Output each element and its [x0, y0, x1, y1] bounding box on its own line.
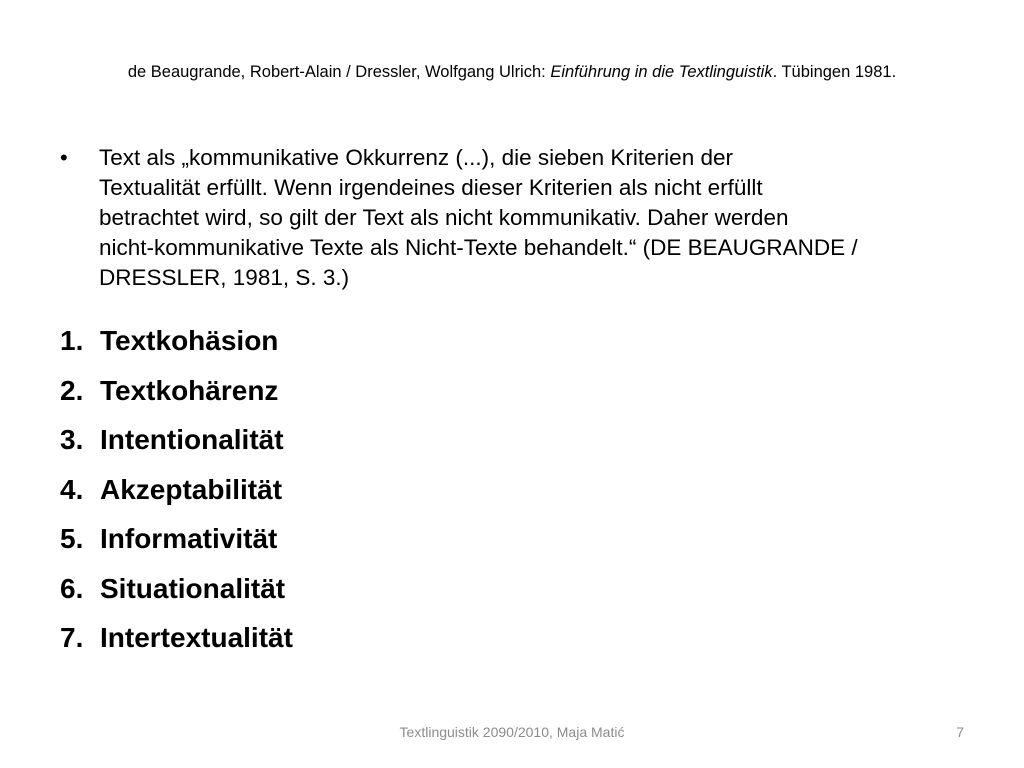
- quote-text: [99, 143, 979, 293]
- criteria-list: [60, 318, 760, 665]
- criteria-item-intertextualitaet: [60, 615, 760, 665]
- criteria-item-situationalitaet: [60, 566, 760, 616]
- criteria-label: Textkohärenz: [100, 374, 279, 406]
- criteria-label: Situationalität: [100, 572, 286, 604]
- title-authors: de Beaugrande, Robert-Alain / Dressler, Wolfgang Ulrich:: [127, 63, 551, 81]
- page-number: 7: [956, 724, 964, 740]
- criteria-number: 1.: [60, 325, 84, 356]
- criteria-item-kohaerenz: [60, 368, 760, 418]
- title-place-year: . Tübingen 1981.: [772, 63, 897, 81]
- criteria-number: 4.: [60, 473, 84, 505]
- quote-line: Text als „kommunikative Okkurrenz (...), die sieben Kriterien der: [99, 145, 733, 170]
- criteria-label: Akzeptabilität: [100, 473, 283, 505]
- quote-line: Textualität erfüllt. Wenn irgendeines dieser Kriterien als nicht erfüllt: [99, 175, 763, 200]
- quote-line: nicht-kommunikative Texte als Nicht-Texte behandelt.“ (DE BEAUGRANDE /: [99, 235, 858, 260]
- criteria-item-intentionalitaet: [60, 417, 760, 467]
- criteria-label: Intertextualität: [100, 622, 293, 653]
- criteria-label: Intentionalität: [100, 424, 284, 455]
- footer-text: Textlinguistik 2090/2010, Maja Matić: [399, 724, 625, 740]
- quote-line: DRESSLER, 1981, S. 3.): [99, 265, 350, 290]
- criteria-number: 2.: [60, 374, 84, 406]
- criteria-number: 3.: [60, 424, 84, 455]
- criteria-number: 7.: [60, 622, 84, 653]
- criteria-label: Informativität: [100, 523, 278, 554]
- criteria-label: Textkohäsion: [100, 325, 279, 356]
- criteria-item-informativitaet: [60, 516, 760, 566]
- bullet-icon: •: [60, 145, 68, 170]
- criteria-item-akzeptabilitaet: [60, 467, 760, 517]
- quote-line: betrachtet wird, so gilt der Text als nicht kommunikativ. Daher werden: [99, 205, 789, 230]
- criteria-item-kohaesion: [60, 318, 760, 368]
- slide-title: [60, 62, 964, 82]
- criteria-number: 5.: [60, 523, 84, 554]
- criteria-number: 6.: [60, 572, 84, 604]
- title-book: Einführung in die Textlinguistik: [550, 63, 773, 81]
